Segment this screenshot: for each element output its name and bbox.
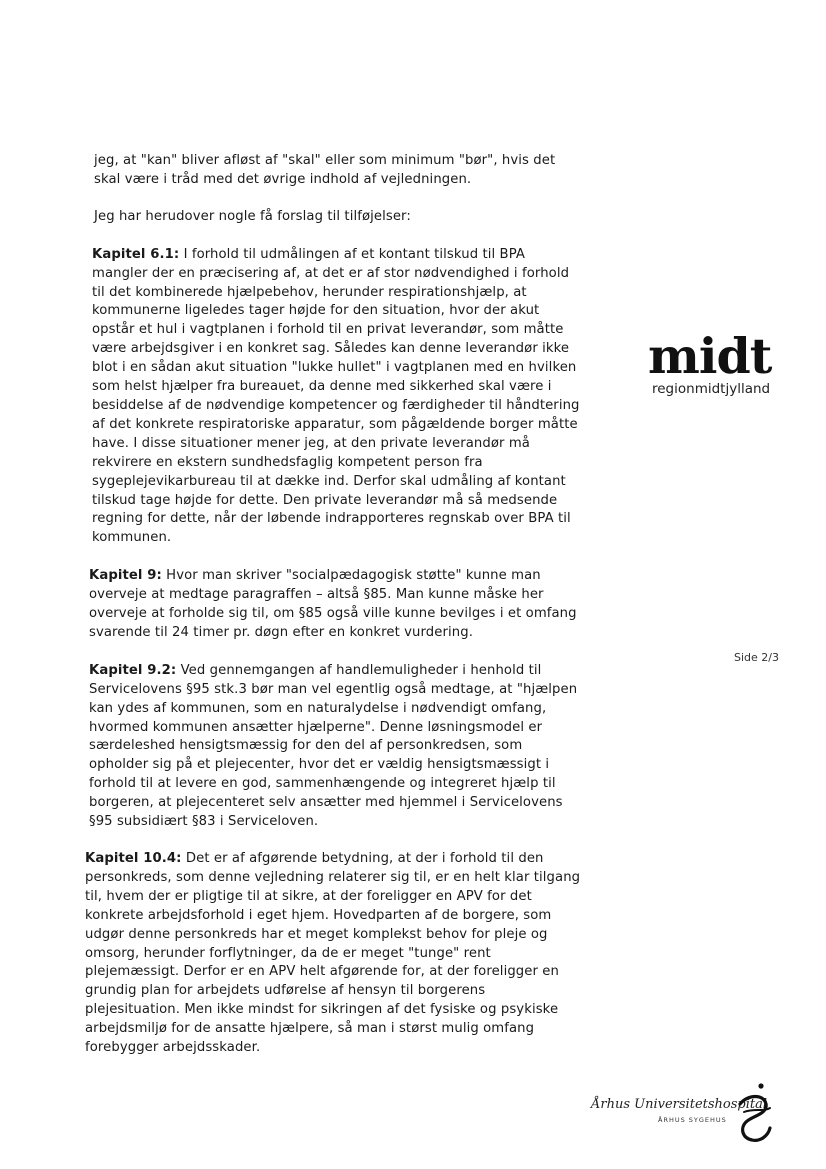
page-number: Side 2/3 [734,651,779,664]
section-kapitel-10-4 [85,850,584,1058]
section-heading: Kapitel 6.1: [92,246,180,262]
region-midt-logo [648,327,788,397]
section-text: Ved gennemgangen af handlemuligheder i henhold til Servicelovens §95 stk.3 bør man vel egentlig også medtage, at "hjælpen kan ydes af kommunen, som en naturalydelse i nødvendigt omfang, hvormed kommunen ansætter hjælperne". Denne løsningsmodel er særdeleshed hensigtsmæssig for den del af personkredsen, som opholder sig på et plejecenter, hvor det er vældig hensigtsmæssigt i forhold til at levere en god, sammenhængende og integreret hjælp til borgeren, at plejecenteret selv ansætter med hjemmel i Servicelovens §95 subsidiært §83 i Serviceloven. [89,662,578,830]
hospital-logo [585,1082,795,1142]
logo-subtitle: regionmidtjylland [652,381,771,397]
logo-wordmark: midt [648,327,772,385]
section-heading: Kapitel 9: [89,568,162,584]
intro-paragraph: jeg, at "kan" bliver afløst af "skal" eller som minimum "bør", hvis det skal være i tråd med det øvrige indhold af vejledningen. [94,153,556,187]
section-heading: Kapitel 9.2: [89,662,177,678]
hospital-subtitle: ÅRHUS SYGEHUS [658,1116,727,1124]
section-kapitel-9 [89,567,584,643]
section-text: Hvor man skriver "socialpædagogisk støtte" kunne man overveje at medtage paragraffen – altså §85. Man kunne måske her overveje at forholde sig til, om §85 også ville kunne bevilges i et omfang svarende til 24 timer pr. døgn efter en konkret vurdering. [89,568,577,640]
lead-paragraph: Jeg har herudover nogle få forslag til tilføjelser: [94,208,411,224]
hospital-emblem-icon [730,1082,780,1144]
section-text: I forhold til udmålingen af et kontant tilskud til BPA mangler der en præcisering af, at det er af stor nødvendighed i forhold til det kombinerede hjælpebehov, herunder respirationshjælp, at kommunerne ligeledes tager højde for den situation, hvor der akut opstår et hul i vagtplanen i forhold til en privat leverandør, som måtte være arbejdsgiver i en konkret sag. Således kan denne leverandør ikke blot i en sådan akut situation "lukke hullet" i vagtplanen med en hvilken som helst hjælper fra bureauet, da denne med sikkerhed skal være i besiddelse af de nødvendige kompetencer og færdigheder til håndtering af det konkrete respiratoriske apparatur, som pågældende borger måtte have. I disse situationer mener jeg, at den private leverandør må rekvirere en ekstern sundhedsfaglig kompetent person fra sygeplejevikarbureau til at dække ind. Derfor skal udmåling af kontant tilskud tage højde for dette. Den private leverandør må så medsende regning for dette, når der løbende indrapporteres regnskab over BPA til kommunen. [92,246,580,546]
section-text: Det er af afgørende betydning, at der i forhold til den personkreds, som denne vejledning relaterer sig til, er en helt klar tilgang til, hvem der er pligtige til at sikre, at der foreligger en APV for det konkrete arbejdsforhold i eget hjem. Hovedparten af de borgere, som udgør denne personkreds har et meget komplekst behov for pleje og omsorg, herunder forflytninger, da de er meget "tunge" rent plejemæssigt. Derfor er en APV helt afgørende for, at der foreligger en grundig plan for arbejdets udførelse af hensyn til borgerens plejesituation. Men ikke mindst for sikringen af det fysiske og psykiske arbejdsmiljø for de ansatte hjælpere, så man i størst mulig omfang forebygger arbejdsskader. [85,851,581,1056]
document-body [84,152,584,1058]
section-kapitel-6-1 [92,246,584,549]
section-heading: Kapitel 10.4: [85,851,182,866]
hospital-name: Århus Universitetshospital [591,1097,768,1112]
section-kapitel-9-2 [89,662,584,832]
